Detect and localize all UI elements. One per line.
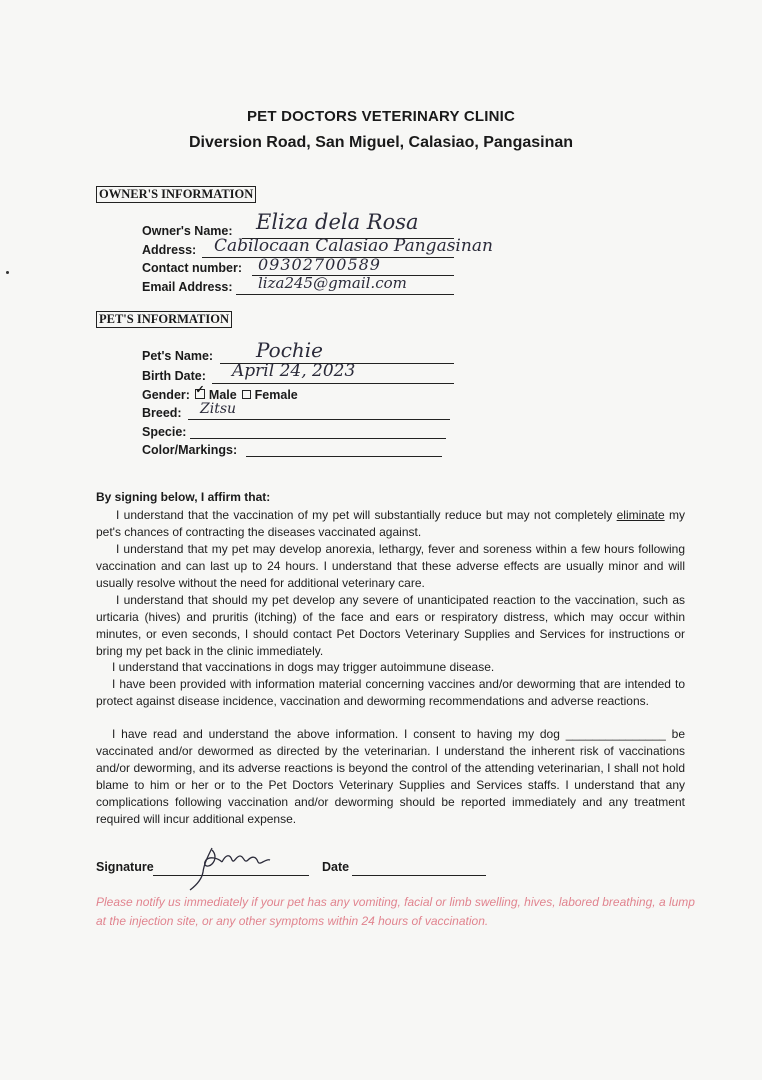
owner-email-row bbox=[142, 278, 233, 296]
consent-paragraph-5: I have been provided with information material concerning vaccines and/or deworming that are intended to protect against disease incidence, vaccination and deworming recommendations and adverse reactions. bbox=[96, 677, 685, 708]
consent-paragraph-2: I understand that my pet may develop anorexia, lethargy, fever and soreness within a few hours following vaccination and can last up to 24 hours. I understand that these adverse effects are usually minor and will usually resolve without the need for additional veterinary care. bbox=[96, 542, 685, 590]
owner-address-label: Address: bbox=[142, 243, 197, 257]
pet-color-label: Color/Markings: bbox=[142, 443, 238, 457]
consent-p1-text-b: my pet's chances of contracting the diseases vaccinated against. bbox=[96, 508, 685, 539]
pet-gender-label: Gender: bbox=[142, 388, 190, 402]
gender-female-label: Female bbox=[254, 388, 298, 402]
signature-scribble bbox=[186, 842, 286, 894]
pet-breed-row bbox=[142, 404, 182, 422]
pet-name-label: Pet's Name: bbox=[142, 349, 214, 363]
vaccination-notice: Please notify us immediately if your pet has any vomiting, facial or limb swelling, hives, labored breathing, a lump at the injection site, or any other symptoms within 24 hours of vaccination. bbox=[96, 895, 695, 928]
pet-section-title: PET'S INFORMATION bbox=[96, 311, 232, 328]
date-label: Date bbox=[322, 860, 350, 874]
male-checkbox[interactable] bbox=[195, 384, 205, 399]
owner-contact-label: Contact number: bbox=[142, 261, 242, 275]
owner-address-value: Cabilocaan Calasiao Pangasinan bbox=[214, 236, 493, 256]
owner-email-value: liza245@gmail.com bbox=[258, 274, 407, 292]
owner-contact-row bbox=[142, 259, 242, 277]
consent-p1-text-a: I understand that the vaccination of my pet will substantially reduce but may not completely bbox=[116, 508, 617, 522]
pet-color-line bbox=[246, 456, 442, 457]
pet-birth-label: Birth Date: bbox=[142, 369, 206, 383]
consent-paragraph-3: I understand that should my pet develop any severe of unanticipated reaction to the vaccination, such as urticaria (hives) and pruritis (itching) of the face and ears or respiratory distress, which may occur within minutes, or even seconds, I should contact Pet Doctors Veterinary Supplies and Services for instructions or bring my pet back in the clinic immediately. bbox=[96, 593, 685, 658]
scan-speck bbox=[6, 271, 9, 274]
pet-breed-value: Zitsu bbox=[200, 401, 237, 417]
clinic-name: PET DOCTORS VETERINARY CLINIC bbox=[246, 108, 516, 125]
consent-paragraph-6: I have read and understand the above information. I consent to having my dog _______________ be vaccinated and/or dewormed as directed by the veterinarian. I understand the inherent risk of vaccinations and/or deworming, and its adverse reactions is beyond the control of the attending veterinarian, I shall not hold blame to him or her or to the Pet Doctors Veterinary Supplies and Services staffs. I understand that any complications following vaccination and/or deworming should be reported immediately and any treatment required will incur additional expense. bbox=[96, 727, 685, 826]
gender-male-label: Male bbox=[208, 388, 237, 402]
female-checkbox[interactable] bbox=[242, 390, 251, 399]
clinic-address: Diversion Road, San Miguel, Calasiao, Pangasinan bbox=[188, 134, 574, 151]
consent-intro: By signing below, I affirm that: bbox=[96, 490, 271, 504]
pet-color-row bbox=[142, 441, 237, 459]
pet-specie-line bbox=[190, 438, 446, 439]
owner-name-label: Owner's Name: bbox=[142, 224, 233, 238]
consent-paragraph-1 bbox=[96, 507, 685, 541]
pet-name-value: Pochie bbox=[256, 338, 324, 362]
owner-email-label: Email Address: bbox=[142, 280, 233, 294]
signature-label: Signature bbox=[96, 860, 154, 874]
owner-section-title: OWNER'S INFORMATION bbox=[96, 186, 256, 203]
date-line bbox=[352, 875, 486, 876]
pet-specie-label: Specie: bbox=[142, 425, 187, 439]
check-mark-icon: ✓ bbox=[195, 384, 205, 396]
consent-paragraph-4: I understand that vaccinations in dogs may trigger autoimmune disease. bbox=[112, 660, 495, 674]
pet-birth-line bbox=[212, 383, 454, 384]
pet-name-row bbox=[142, 347, 213, 365]
pet-birth-value: April 24, 2023 bbox=[232, 361, 356, 381]
owner-name-value: Eliza dela Rosa bbox=[256, 210, 419, 234]
consent-p1-underlined: eliminate bbox=[616, 508, 665, 522]
owner-contact-value: 09302700589 bbox=[258, 255, 381, 274]
owner-email-line bbox=[236, 294, 454, 295]
pet-breed-line bbox=[188, 419, 450, 420]
pet-breed-label: Breed: bbox=[142, 406, 182, 420]
pet-specie-row bbox=[142, 423, 186, 441]
owner-address-row bbox=[142, 241, 196, 259]
